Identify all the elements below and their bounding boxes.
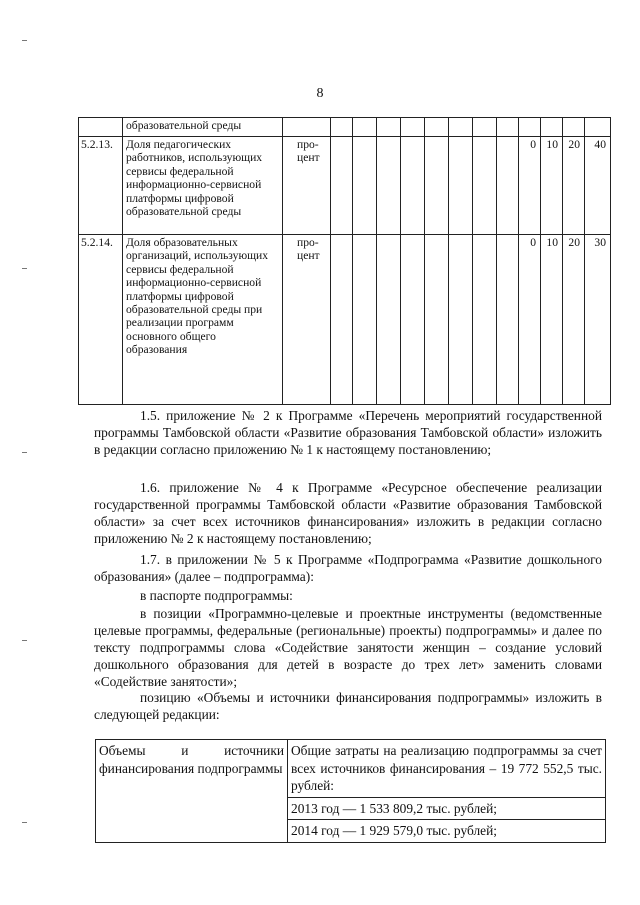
paragraph-text: 1.7. в приложении № 5 к Программе «Подпрограмма «Развитие дошкольного образования» (далее – подпрограмма):: [94, 552, 602, 584]
funding-row: [96, 740, 606, 843]
indicator-value: [541, 118, 563, 137]
indicator-code: 5.2.14.: [79, 235, 123, 405]
indicator-code: [79, 118, 123, 137]
indicator-value: [425, 118, 449, 137]
indicator-row: [79, 235, 611, 405]
indicator-value: 10: [541, 137, 563, 235]
indicator-value: [377, 235, 401, 405]
funding-label-cell: Объемы и источники финансирования подпрограммы: [96, 740, 288, 843]
paragraph-1-5: [94, 407, 602, 458]
indicator-value: [331, 137, 353, 235]
margin-tick: [22, 452, 27, 453]
indicator-row: [79, 137, 611, 235]
indicator-value: [353, 118, 377, 137]
indicator-row: [79, 118, 611, 137]
funding-table: [95, 739, 606, 843]
indicator-value: [425, 137, 449, 235]
indicator-value: [497, 137, 519, 235]
indicator-value: [473, 137, 497, 235]
paragraph-position-instruments: [94, 605, 602, 690]
indicator-value: 20: [563, 137, 585, 235]
indicator-unit: про-цент: [283, 235, 331, 405]
page-number: 8: [316, 86, 324, 101]
paragraph-text: 1.6. приложение № 4 к Программе «Ресурсное обеспечение реализации государственной программы Тамбовской области «Развитие образования Тамбовской области» за счет всех источников финансирования» изложить в редакции согласно приложению № 2 к настоящему постановлению;: [94, 480, 602, 546]
paragraph-1-7: [94, 551, 602, 585]
indicator-value: [377, 137, 401, 235]
indicator-value: [473, 118, 497, 137]
indicator-value: [331, 235, 353, 405]
indicator-name: Доля педагогических работников, использующих сервисы федеральной информационно-сервисной платформы цифровой образовательной среды: [123, 137, 283, 235]
indicator-value: [425, 235, 449, 405]
margin-tick: [22, 40, 27, 41]
indicator-value: [473, 235, 497, 405]
indicator-value: 10: [541, 235, 563, 405]
indicator-value: [331, 118, 353, 137]
indicator-value: 40: [585, 137, 611, 235]
indicator-value: 20: [563, 235, 585, 405]
indicator-value: 0: [519, 137, 541, 235]
paragraph-passport: [94, 587, 602, 604]
indicator-code: 5.2.13.: [79, 137, 123, 235]
paragraph-text: в паспорте подпрограммы:: [140, 588, 293, 603]
indicator-value: [519, 118, 541, 137]
indicator-value: [497, 235, 519, 405]
indicator-value: 30: [585, 235, 611, 405]
indicator-value: [377, 118, 401, 137]
indicators-table: [78, 117, 611, 405]
funding-values-cell: [288, 740, 606, 843]
funding-total: Общие затраты на реализацию подпрограммы за счет всех источников финансирования – 19 772 552,5 тыс. рублей:: [288, 740, 605, 798]
indicator-value: [563, 118, 585, 137]
margin-tick: [22, 640, 27, 641]
paragraph-text: в позиции «Программно-целевые и проектные инструменты (ведомственные целевые программы, федеральные (региональные) проекты) подпрограммы» и далее по тексту подпрограммы слова «Содействие занятости женщин – создание условий дошкольного образования для детей в возрасте до трех лет» заменить словами «Содействие занятости»;: [94, 606, 602, 689]
indicator-value: [401, 118, 425, 137]
indicator-value: 0: [519, 235, 541, 405]
margin-tick: [22, 822, 27, 823]
paragraph-text: позицию «Объемы и источники финансирования подпрограммы» изложить в следующей редакции:: [94, 690, 602, 722]
funding-year-2014: 2014 год — 1 929 579,0 тыс. рублей;: [291, 823, 497, 838]
margin-tick: [22, 268, 27, 269]
indicator-value: [497, 118, 519, 137]
indicator-value: [353, 137, 377, 235]
indicator-value: [353, 235, 377, 405]
paragraph-text: 1.5. приложение № 2 к Программе «Перечень мероприятий государственной программы Тамбовской области «Развитие образования Тамбовской области» изложить в редакции согласно приложению № 1 к настоящему постановлению;: [94, 408, 602, 457]
indicator-value: [401, 235, 425, 405]
indicator-unit: про-цент: [283, 137, 331, 235]
funding-year-2013: 2013 год — 1 533 809,2 тыс. рублей;: [288, 798, 605, 821]
indicator-name: образовательной среды: [123, 118, 283, 137]
indicator-value: [401, 137, 425, 235]
indicator-value: [449, 137, 473, 235]
indicator-value: [449, 235, 473, 405]
indicator-name: Доля образовательных организаций, использующих сервисы федеральной информационно-сервисной платформы цифровой образовательной среды при реализации программ основного общего образования: [123, 235, 283, 405]
paragraph-1-6: [94, 479, 602, 547]
indicator-unit: [283, 118, 331, 137]
indicator-value: [449, 118, 473, 137]
indicator-value: [585, 118, 611, 137]
paragraph-position-funding: [94, 689, 602, 723]
